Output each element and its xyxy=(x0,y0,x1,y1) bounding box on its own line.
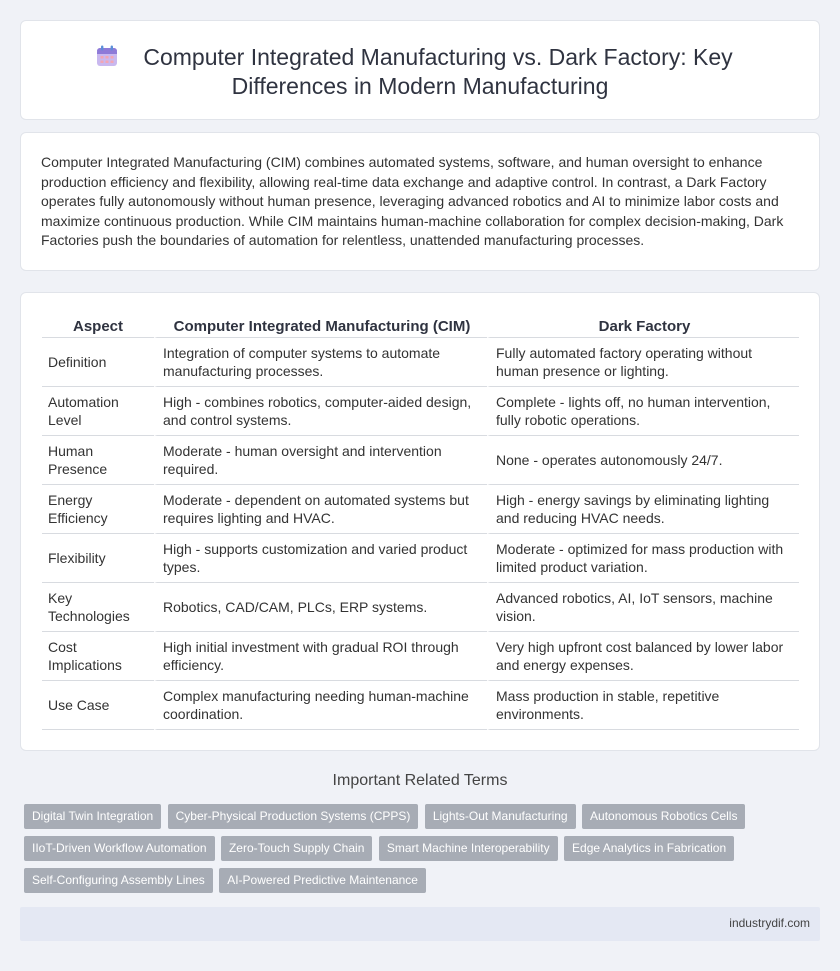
table-cell-cim: High - combines robotics, computer-aided design, and control systems. xyxy=(154,387,487,436)
intro-card xyxy=(20,132,820,271)
related-term-tag[interactable]: Smart Machine Interoperability xyxy=(379,836,558,861)
related-term-tag[interactable]: Zero-Touch Supply Chain xyxy=(221,836,372,861)
table-cell-aspect: Definition xyxy=(42,338,154,387)
table-header-row xyxy=(42,313,799,338)
related-term-tag[interactable]: Cyber-Physical Production Systems (CPPS) xyxy=(168,804,419,829)
table-row xyxy=(42,583,799,632)
table-row xyxy=(42,387,799,436)
intro-paragraph: Computer Integrated Manufacturing (CIM) combines automated systems, software, and human oversight to enhance production efficiency and flexibility, allowing real-time data exchange and adaptive control. In contrast, a Dark Factory operates fully autonomously without human presence, leveraging advanced robotics and AI to minimize labor costs and maximize continuous production. While CIM maintains human-machine collaboration for complex decision-making, Dark Factories push the boundaries of automation for relentless, unattended manufacturing processes. xyxy=(41,154,784,248)
table-cell-aspect: Human Presence xyxy=(42,436,154,485)
table-row xyxy=(42,632,799,681)
table-cell-aspect: Key Technologies xyxy=(42,583,154,632)
table-cell-aspect: Automation Level xyxy=(42,387,154,436)
table-cell-aspect: Energy Efficiency xyxy=(42,485,154,534)
page-title-line-1: Computer Integrated Manufacturing vs. Dark Factory: Key xyxy=(143,44,733,70)
table-cell-dark: Complete - lights off, no human intervention, fully robotic operations. xyxy=(487,387,799,436)
related-term-tag[interactable]: IIoT-Driven Workflow Automation xyxy=(24,836,215,861)
table-cell-dark: Very high upfront cost balanced by lower labor and energy expenses. xyxy=(487,632,799,681)
table-cell-dark: Advanced robotics, AI, IoT sensors, machine vision. xyxy=(487,583,799,632)
page-title-line-2: Differences in Modern Manufacturing xyxy=(231,73,609,99)
related-term-tag[interactable]: AI-Powered Predictive Maintenance xyxy=(219,868,426,893)
table-cell-dark: None - operates autonomously 24/7. xyxy=(487,436,799,485)
table-cell-dark: Moderate - optimized for mass production with limited product variation. xyxy=(487,534,799,583)
header-aspect: Aspect xyxy=(42,313,154,338)
table-cell-cim: Robotics, CAD/CAM, PLCs, ERP systems. xyxy=(154,583,487,632)
table-row xyxy=(42,485,799,534)
header-cim: Computer Integrated Manufacturing (CIM) xyxy=(154,313,487,338)
related-term-tag[interactable]: Self-Configuring Assembly Lines xyxy=(24,868,213,893)
related-term-tag[interactable]: Lights-Out Manufacturing xyxy=(425,804,576,829)
table-cell-aspect: Use Case xyxy=(42,681,154,730)
footer xyxy=(20,907,820,941)
table-cell-cim: High - supports customization and varied product types. xyxy=(154,534,487,583)
related-terms-title: Important Related Terms xyxy=(332,772,508,789)
table-row xyxy=(42,436,799,485)
comparison-table xyxy=(42,313,799,730)
table-cell-dark: Mass production in stable, repetitive environments. xyxy=(487,681,799,730)
table-cell-cim: High initial investment with gradual ROI through efficiency. xyxy=(154,632,487,681)
footer-site-link[interactable]: industrydif.com xyxy=(729,916,810,930)
related-term-tag[interactable]: Digital Twin Integration xyxy=(24,804,161,829)
table-cell-aspect: Flexibility xyxy=(42,534,154,583)
table-cell-cim: Moderate - human oversight and intervention required. xyxy=(154,436,487,485)
related-term-tag[interactable]: Edge Analytics in Fabrication xyxy=(564,836,734,861)
related-terms-list xyxy=(24,804,814,900)
table-row xyxy=(42,338,799,387)
header-card xyxy=(20,20,820,120)
table-cell-cim: Integration of computer systems to automate manufacturing processes. xyxy=(154,338,487,387)
table-cell-dark: High - energy savings by eliminating lighting and reducing HVAC needs. xyxy=(487,485,799,534)
table-cell-cim: Moderate - dependent on automated systems but requires lighting and HVAC. xyxy=(154,485,487,534)
table-row xyxy=(42,681,799,730)
table-cell-aspect: Cost Implications xyxy=(42,632,154,681)
table-cell-cim: Complex manufacturing needing human-machine coordination. xyxy=(154,681,487,730)
header-dark-factory: Dark Factory xyxy=(487,313,799,338)
related-term-tag[interactable]: Autonomous Robotics Cells xyxy=(582,804,745,829)
table-cell-dark: Fully automated factory operating without human presence or lighting. xyxy=(487,338,799,387)
table-row xyxy=(42,534,799,583)
page-title xyxy=(21,43,819,101)
comparison-table-card xyxy=(20,292,820,751)
